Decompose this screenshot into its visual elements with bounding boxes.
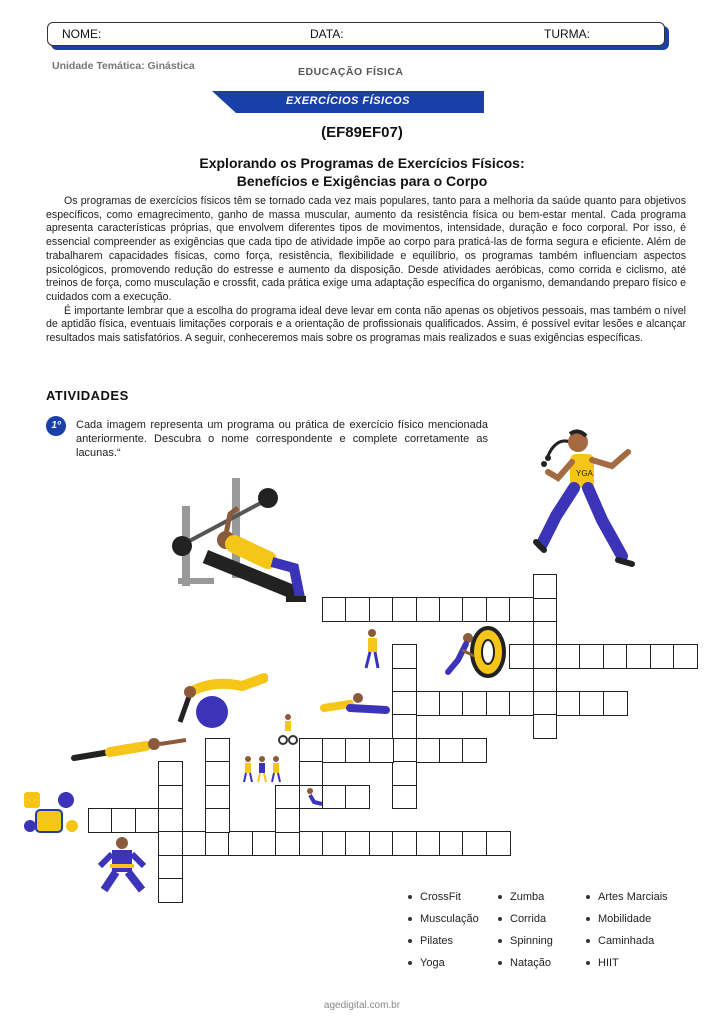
question-number-badge: 1º (46, 416, 66, 436)
crossword-cell[interactable] (533, 668, 558, 693)
crossword-cell[interactable] (486, 597, 511, 622)
discipline-title: EDUCAÇÃO FÍSICA (298, 66, 404, 78)
crossword-cell[interactable] (603, 644, 628, 669)
tire-flip-icon (440, 626, 508, 678)
crossword-cell[interactable] (158, 785, 183, 810)
title-line-2: Benefícios e Exigências para o Corpo (236, 173, 488, 189)
word-caminhada (586, 930, 668, 952)
word-bank-col-2 (498, 886, 553, 974)
crossword-cell[interactable] (533, 597, 558, 622)
bullet-icon (586, 939, 590, 943)
crossword-cell[interactable] (392, 831, 417, 856)
bullet-icon (498, 961, 502, 965)
crossword-cell[interactable] (275, 785, 300, 810)
bullet-icon (586, 895, 590, 899)
crossword-cell[interactable] (439, 597, 464, 622)
mobility-stretch-icon (302, 786, 324, 808)
word-label: HIIT (598, 957, 619, 969)
crossword-cell[interactable] (299, 761, 324, 786)
crossword-cell[interactable] (439, 831, 464, 856)
crossword-cell[interactable] (345, 785, 370, 810)
crossword-cell[interactable] (392, 668, 417, 693)
word-bank-col-1 (408, 886, 479, 974)
yoga-pose-icon (320, 690, 390, 716)
crossword-cell[interactable] (556, 644, 581, 669)
crossword-cell[interactable] (111, 808, 136, 833)
crossword-cell[interactable] (392, 714, 417, 739)
crossword-cell[interactable] (462, 738, 487, 763)
crossword-cell[interactable] (439, 691, 464, 716)
word-spinning (498, 930, 553, 952)
crossword-cell[interactable] (416, 738, 441, 763)
word-label: Corrida (510, 913, 547, 925)
swimmer-icon (70, 734, 190, 764)
crossword-cell[interactable] (533, 714, 558, 739)
bullet-icon (498, 895, 502, 899)
question-text: Cada imagem representa um programa ou prática de exercício físico mencionada anteriormente. Descubra o nome correspondente e complete corretamente as lacunas.“ (76, 419, 488, 459)
crossword-cell[interactable] (533, 574, 558, 599)
crossword-cell[interactable] (673, 644, 698, 669)
runner-icon (530, 424, 640, 570)
word-label: Yoga (420, 957, 445, 969)
crossword-cell[interactable] (509, 644, 534, 669)
crossword-cell[interactable] (416, 597, 441, 622)
crossword-cell[interactable] (533, 644, 558, 669)
paragraph-1: Os programas de exercícios físicos têm se tornado cada vez mais populares, tanto para a melhoria da saúde quanto para objetivos específicos, como emagrecimento, ganho de massa muscular, aumento da resistência física ou bem-estar mental. Cada programa apresenta características próprias, que envolvem diferentes tipos de movimentos, intensidade, duração e foco corporal. Por isso, é essencial compreender as exigências que cada tipo de atividade impõe ao corpo para praticá-las de forma segura e eficiente. Além de trabalharem capacidades físicas, como força, resistência, flexibilidade e equilíbrio, os programas também influenciam aspectos psicológicos, promovendo redução do estresse e aumento da disposição. Desde atividades aeróbicas, como corrida e ciclismo, até treinos de força, como musculação e crossfit, cada prática exige uma adaptação específica do organismo, demandando preparo físico e cuidados com a execução. (46, 195, 686, 303)
crossword-cell[interactable] (158, 878, 183, 903)
word-label: Musculação (420, 913, 479, 925)
thematic-unit: Unidade Temática: Ginástica (52, 60, 195, 72)
bullet-icon (498, 939, 502, 943)
martial-artist-icon (96, 836, 150, 894)
word-label: Caminhada (598, 935, 655, 947)
crossword-cell[interactable] (275, 808, 300, 833)
crossword-cell[interactable] (205, 785, 230, 810)
word-bank-col-3 (586, 886, 668, 974)
crossword-cell[interactable] (486, 691, 511, 716)
crossword-cell[interactable] (626, 644, 651, 669)
crossword-cell[interactable] (462, 597, 487, 622)
crossword-cell[interactable] (228, 831, 253, 856)
crossword-cell[interactable] (533, 621, 558, 646)
word-label: CrossFit (420, 891, 461, 903)
class-label: TURMA: (544, 27, 590, 41)
bench-press-icon (168, 478, 320, 628)
word-hiit (586, 952, 668, 974)
crossword-cell[interactable] (182, 831, 207, 856)
activities-heading: ATIVIDADES (46, 388, 129, 403)
crossword-cell[interactable] (579, 644, 604, 669)
crossword-cell[interactable] (509, 691, 534, 716)
bullet-icon (586, 917, 590, 921)
pilates-ball-icon (174, 670, 268, 730)
crossword-cell[interactable] (369, 597, 394, 622)
crossword-cell[interactable] (345, 738, 370, 763)
shirt-text: YGA (576, 469, 593, 478)
crossword-cell[interactable] (392, 597, 417, 622)
crossword-cell[interactable] (462, 831, 487, 856)
crossword-cell[interactable] (369, 831, 394, 856)
crossword-cell[interactable] (533, 691, 558, 716)
word-zumba (498, 886, 553, 908)
word-pilates (408, 930, 479, 952)
banner-label: EXERCÍCIOS FÍSICOS (286, 95, 410, 107)
crossword-cell[interactable] (579, 691, 604, 716)
crossword-cell[interactable] (439, 738, 464, 763)
crossword-cell[interactable] (205, 831, 230, 856)
crossword-cell[interactable] (205, 738, 230, 763)
word-natacao (498, 952, 553, 974)
crossword-cell[interactable] (509, 597, 534, 622)
date-label: DATA: (310, 27, 344, 41)
word-crossfit (408, 886, 479, 908)
word-corrida (498, 908, 553, 930)
word-label: Spinning (510, 935, 553, 947)
bullet-icon (408, 961, 412, 965)
name-label: NOME: (62, 27, 102, 41)
crossword-cell[interactable] (603, 691, 628, 716)
word-label: Artes Marciais (598, 891, 668, 903)
crossword-cell[interactable] (392, 691, 417, 716)
word-artes-marciais (586, 886, 668, 908)
crossword-cell[interactable] (205, 761, 230, 786)
crossword-cell[interactable] (322, 831, 347, 856)
crossword-cell[interactable] (486, 831, 511, 856)
word-mobilidade (586, 908, 668, 930)
crossword-cell[interactable] (369, 738, 394, 763)
skill-code: (EF89EF07) (321, 124, 403, 141)
crossword-cell[interactable] (416, 831, 441, 856)
crossword-cell[interactable] (158, 855, 183, 880)
word-label: Zumba (510, 891, 545, 903)
crossword-cell[interactable] (345, 597, 370, 622)
crossword-cell[interactable] (392, 738, 417, 763)
crossword-cell[interactable] (462, 691, 487, 716)
title-line-1: Explorando os Programas de Exercícios Físicos: (199, 155, 525, 171)
crossword-cell[interactable] (252, 831, 277, 856)
paragraph-2: É importante lembrar que a escolha do programa ideal deve levar em conta não apenas os objetivos pessoais, mas também o nível de aptidão física, eventuais limitações corporais e a orientação de profissionais qualificados. Assim, é possível evitar lesões e alcançar resultados mais satisfatórios. A seguir, conheceremos mais sobre os programas mais realizados e suas exigências específicas. (46, 304, 686, 345)
word-label: Mobilidade (598, 913, 652, 925)
crossword-cell[interactable] (275, 831, 300, 856)
bullet-icon (408, 917, 412, 921)
crossword-cell[interactable] (345, 831, 370, 856)
crossword-cell[interactable] (322, 738, 347, 763)
zumba-group-icon (240, 754, 286, 784)
bullet-icon (586, 961, 590, 965)
crossword-cell[interactable] (650, 644, 675, 669)
crossword-cell[interactable] (322, 785, 347, 810)
crossword-cell[interactable] (299, 738, 324, 763)
crossword-cell[interactable] (88, 808, 113, 833)
crossfit-icons (22, 788, 80, 838)
word-label: Pilates (420, 935, 454, 947)
crossword-cell[interactable] (135, 808, 160, 833)
crossword-cell[interactable] (322, 597, 347, 622)
crossword-cell[interactable] (416, 691, 441, 716)
bullet-icon (408, 939, 412, 943)
crossword-cell[interactable] (392, 761, 417, 786)
footer-site: agedigital.com.br (323, 1000, 401, 1011)
crossword-cell[interactable] (158, 808, 183, 833)
crossword-cell[interactable] (299, 831, 324, 856)
word-musculacao (408, 908, 479, 930)
word-yoga (408, 952, 479, 974)
crossword-cell[interactable] (392, 644, 417, 669)
spinning-bike-icon (278, 712, 298, 746)
walker-icon (360, 628, 384, 672)
crossword-cell[interactable] (205, 808, 230, 833)
crossword-cell[interactable] (392, 785, 417, 810)
crossword-cell[interactable] (158, 831, 183, 856)
crossword-cell[interactable] (556, 691, 581, 716)
bullet-icon (498, 917, 502, 921)
crossword-cell[interactable] (158, 761, 183, 786)
bullet-icon (408, 895, 412, 899)
word-label: Natação (510, 957, 551, 969)
